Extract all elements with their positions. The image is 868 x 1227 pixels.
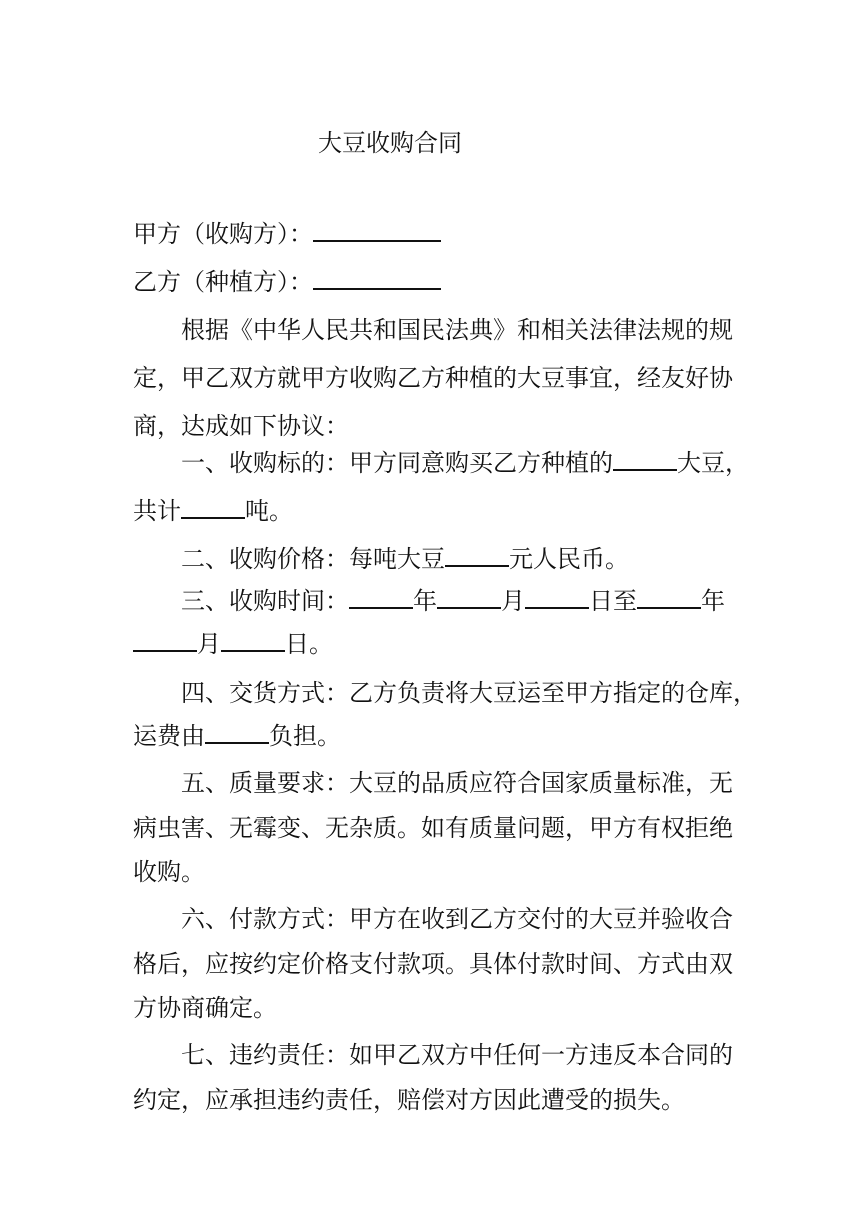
clause-4-line-1: 四、交货方式：乙方负责将大豆运至甲方指定的仓库，	[181, 679, 757, 707]
end-year-blank	[637, 587, 701, 609]
clause-3-text: 三、收购时间：	[181, 587, 349, 615]
month-label: 月	[197, 630, 221, 658]
intro-line-2: 定，甲乙双方就甲方收购乙方种植的大豆事宜，经友好协	[133, 364, 733, 392]
party-b-label: 乙方（种植方）：	[133, 268, 313, 296]
clause-2-text: 二、收购价格：每吨大豆	[181, 545, 445, 573]
year-label: 年	[701, 587, 725, 615]
start-month-blank	[437, 587, 501, 609]
end-month-blank	[133, 630, 197, 652]
end-day-blank	[221, 630, 285, 652]
clause-1-text-d: 吨。	[245, 497, 293, 525]
clause-3-line-1	[181, 581, 725, 616]
clause-6-line-3: 方协商确定。	[133, 994, 277, 1022]
variety-blank	[613, 449, 677, 471]
quantity-blank	[181, 497, 245, 519]
document-title: 大豆收购合同	[318, 129, 462, 157]
month-label: 月	[501, 587, 525, 615]
intro-line-3: 商，达成如下协议：	[133, 412, 349, 440]
start-day-blank	[525, 587, 589, 609]
clause-5-line-3: 收购。	[133, 858, 205, 886]
clause-5-line-2: 病虫害、无霉变、无杂质。如有质量问题，甲方有权拒绝	[133, 814, 733, 842]
clause-1-line-2	[133, 491, 293, 526]
clause-7-line-2: 约定，应承担违约责任，赔偿对方因此遭受的损失。	[133, 1086, 685, 1114]
party-a-line	[133, 214, 441, 249]
clause-6-line-2: 格后，应按约定价格支付款项。具体付款时间、方式由双	[133, 950, 733, 978]
party-a-blank	[313, 220, 441, 242]
clause-1-text: 一、收购标的：甲方同意购买乙方种植的	[181, 449, 613, 477]
party-b-line	[133, 262, 441, 297]
freight-blank	[205, 722, 269, 744]
clause-5-line-1: 五、质量要求：大豆的品质应符合国家质量标准，无	[181, 769, 733, 797]
intro-line-1: 根据《中华人民共和国民法典》和相关法律法规的规	[181, 316, 733, 344]
year-label: 年	[413, 587, 437, 615]
clause-3-line-2	[133, 624, 333, 659]
clause-6-line-1: 六、付款方式：甲方在收到乙方交付的大豆并验收合	[181, 905, 733, 933]
party-a-label: 甲方（收购方）：	[133, 220, 313, 248]
clause-7-line-1: 七、违约责任：如甲乙双方中任何一方违反本合同的	[181, 1041, 733, 1069]
clause-2-line	[181, 539, 629, 574]
clause-1-text-b: 大豆，	[677, 449, 749, 477]
day-to-label: 日至	[589, 587, 637, 615]
start-year-blank	[349, 587, 413, 609]
clause-4-line-2	[133, 716, 341, 751]
clause-2-text-b: 元人民币。	[509, 545, 629, 573]
day-label: 日。	[285, 630, 333, 658]
clause-1-text-c: 共计	[133, 497, 181, 525]
clause-1-line-1	[181, 443, 749, 478]
clause-4-text-c: 负担。	[269, 722, 341, 750]
clause-4-text-b: 运费由	[133, 722, 205, 750]
party-b-blank	[313, 268, 441, 290]
price-blank	[445, 545, 509, 567]
